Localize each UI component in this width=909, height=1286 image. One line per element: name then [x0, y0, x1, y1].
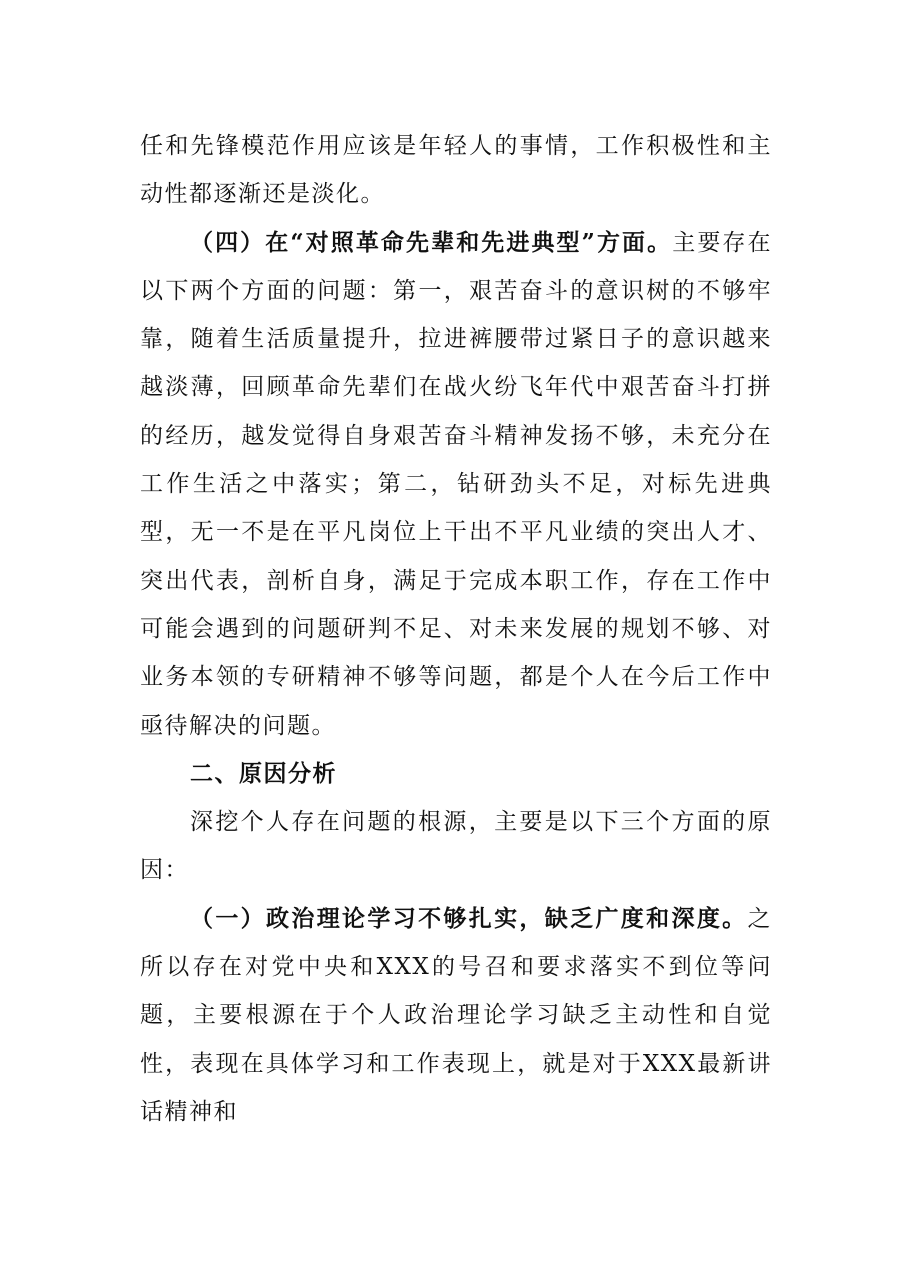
heading-cause-analysis: 二、原因分析: [190, 759, 337, 787]
paragraph-section-four: [140, 219, 772, 750]
paragraph-intro-causes: [140, 798, 772, 895]
paragraph-text: 深挖个人存在问题的根源，主要是以下三个方面的原因：: [140, 809, 772, 884]
paragraph-text: 之所以存在对党中央和XXX的号召和要求落实不到位等问题，主要根源在于个人政治理论学习缺乏主动性和自觉性，表现在具体学习和工作表现上，就是对于XXX最新讲话精神和: [140, 905, 772, 1125]
paragraph-text: 主要存在以下两个方面的问题：第一，艰苦奋斗的意识树的不够牢靠，随着生活质量提升，拉进裤腰带过紧日子的意识越来越淡薄，回顾革命先辈们在战火纷飞年代中艰苦奋斗打拼的经历，越发觉得自身艰苦奋斗精神发扬不够，未充分在工作生活之中落实；第二，钻研劲头不足，对标先进典型，无一不是在平凡岗位上干出不平凡业绩的突出人才、突出代表，剖析自身，满足于完成本职工作，存在工作中可能会遇到的问题研判不足、对未来发展的规划不够、对业务本领的专研精神不够等问题，都是个人在今后工作中亟待解决的问题。: [140, 229, 772, 739]
section-four-heading: （四）在“对照革命先辈和先进典型”方面。: [190, 228, 673, 256]
paragraph-cause-one: [140, 895, 772, 1136]
document-page: [140, 122, 772, 1136]
cause-one-heading: （一）政治理论学习不够扎实，缺乏广度和深度。: [190, 904, 748, 932]
paragraph-continuation: [140, 122, 772, 219]
paragraph-text: 任和先锋模范作用应该是年轻人的事情，工作积极性和主动性都逐渐还是淡化。: [140, 133, 772, 208]
